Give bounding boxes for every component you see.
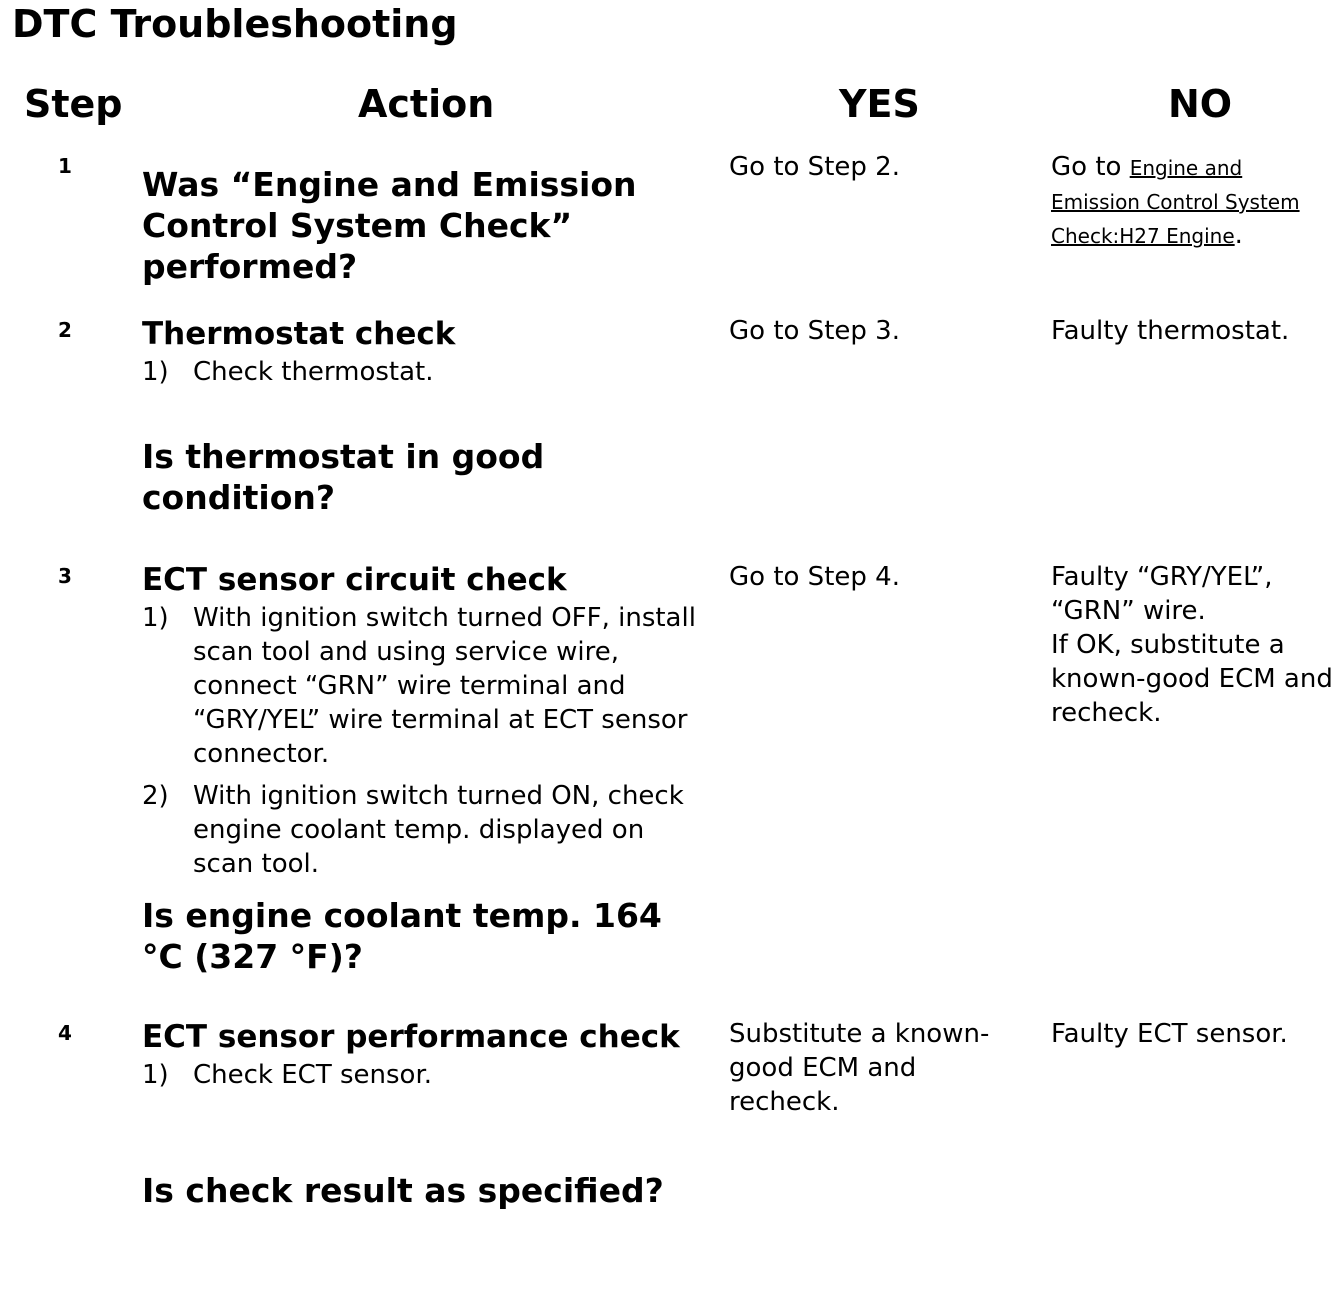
action-step-item (142, 1058, 712, 1092)
item-text: Check thermostat. (193, 357, 434, 387)
yes-cell: Go to Step 2. (729, 152, 900, 182)
action-step-item (142, 779, 712, 881)
item-number: 1) (142, 1060, 169, 1090)
engine-emission-check-link[interactable]: Engine and (1129, 156, 1243, 180)
action-heading: ECT sensor circuit check (142, 562, 567, 598)
action-steps (142, 1058, 712, 1092)
step-number: 3 (58, 564, 72, 588)
action-question: Is check result as specified? (142, 1171, 664, 1210)
page-title: DTC Troubleshooting (12, 2, 458, 46)
action-question: Is engine coolant temp. 164 °C (327 °F)? (142, 896, 662, 976)
yes-cell: Go to Step 4. (729, 562, 900, 592)
header-yes: YES (839, 82, 920, 126)
step-number: 1 (58, 154, 72, 178)
action-cell (142, 314, 712, 518)
action-heading: Thermostat check (142, 316, 456, 352)
engine-emission-check-link-line-3[interactable]: Check:H27 Engine (1051, 224, 1235, 248)
no-cell (1051, 150, 1341, 252)
item-number: 1) (142, 357, 169, 387)
yes-cell: Go to Step 3. (729, 316, 900, 346)
header-action: Action (358, 82, 495, 126)
no-cell: Faulty ECT sensor. (1051, 1019, 1288, 1049)
no-cell: Faulty thermostat. (1051, 316, 1290, 346)
action-cell (142, 560, 712, 977)
yes-cell: Substitute a known-good ECM and recheck. (729, 1019, 990, 1117)
action-steps (142, 355, 712, 389)
item-number: 1) (142, 603, 169, 633)
no-suffix: . (1234, 220, 1243, 250)
header-no: NO (1168, 82, 1233, 126)
item-text: With ignition switch turned OFF, install scan tool and using service wire, connect “GRN” wire terminal and “GRY/YEL” wire terminal at ECT sensor connector. (193, 603, 696, 769)
no-cell: Faulty “GRY/YEL”, “GRN” wire. If OK, substitute a known-good ECM and recheck. (1051, 562, 1333, 728)
action-cell (142, 164, 712, 287)
action-heading: ECT sensor performance check (142, 1019, 680, 1055)
action-question: Is thermostat in good condition? (142, 437, 545, 517)
item-text: Check ECT sensor. (193, 1060, 433, 1090)
action-steps (142, 601, 712, 881)
step-number: 2 (58, 318, 72, 342)
item-text: With ignition switch turned ON, check engine coolant temp. displayed on scan tool. (193, 781, 684, 879)
header-step: Step (24, 82, 123, 126)
item-number: 2) (142, 781, 169, 811)
step-number: 4 (58, 1021, 72, 1045)
action-step-item (142, 601, 712, 771)
action-cell (142, 1017, 712, 1211)
no-prefix: Go to (1051, 152, 1130, 182)
action-question: Was “Engine and Emission Control System Check” performed? (142, 165, 637, 286)
action-step-item (142, 355, 712, 389)
engine-emission-check-link-line-2[interactable]: Emission Control System (1051, 190, 1300, 214)
